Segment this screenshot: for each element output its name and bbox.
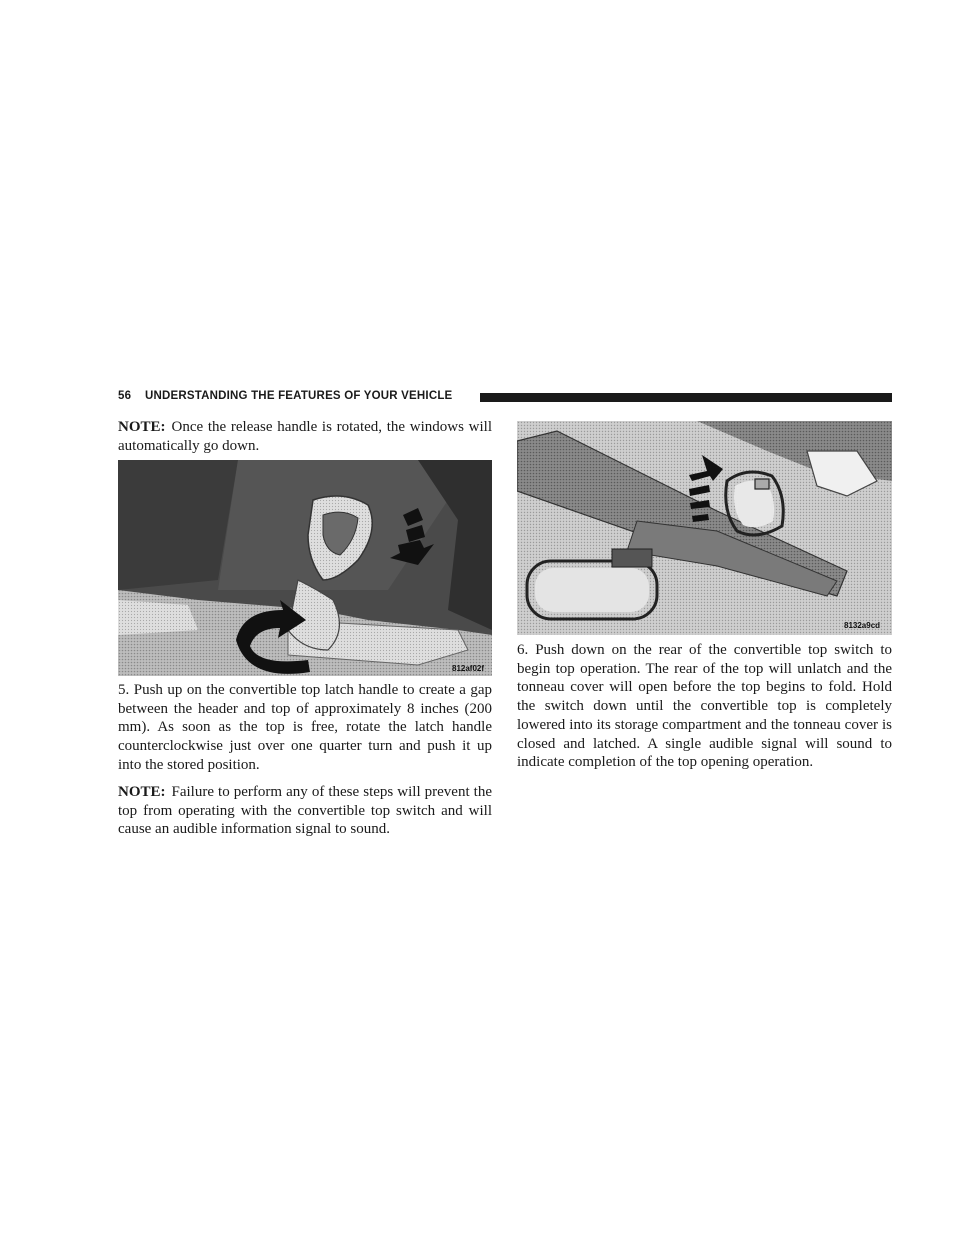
section-title: UNDERSTANDING THE FEATURES OF YOUR VEHICLE [145, 390, 453, 402]
latch-handle-illustration [118, 460, 492, 676]
note-text: Failure to perform any of these steps will prevent the top from operating with the convertible top switch and will cause an audible information signal to sound. [118, 784, 492, 838]
note-failure [118, 783, 492, 839]
page-number: 56 [118, 390, 132, 402]
top-switch-illustration [517, 421, 892, 635]
note-windows [118, 418, 492, 455]
figure-code: 812af02f [452, 664, 485, 673]
figure-code: 8132a9cd [844, 621, 881, 630]
step-5: 5. Push up on the convertible top latch handle to create a gap between the header and top of approximately 8 inches (200 mm). As soon as the top is free, rotate the latch handle counterclockwise just over one quarter turn and push it up into the stored position. [118, 682, 492, 773]
figure-top-switch [517, 421, 892, 635]
page-header [118, 389, 892, 405]
header-rule [480, 393, 892, 402]
note-label: NOTE: [118, 784, 166, 800]
step-6: 6. Push down on the rear of the convertible top switch to begin top operation. The rear of the top will unlatch and the tonneau cover will open before the top begins to fold. Hold the switch down until the convertible top is completely lowered into its storage compartment and the tonneau cover is closed and latched. A single audible signal will sound to indicate completion of the top opening operation. [517, 642, 892, 771]
note-text: Once the release handle is rotated, the windows will automatically go down. [118, 419, 492, 454]
note-label: NOTE: [118, 419, 166, 435]
figure-latch-handle [118, 460, 492, 676]
